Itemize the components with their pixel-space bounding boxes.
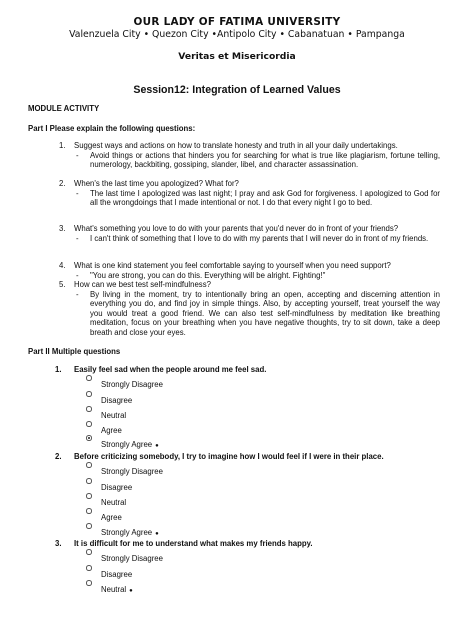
q2-option-agree[interactable] xyxy=(89,513,122,522)
question-text: What is one kind statement you feel comfortable saying to yourself when you need support? xyxy=(74,261,391,270)
radio-button[interactable] xyxy=(86,508,92,514)
selected-marker: ● xyxy=(155,443,159,449)
session-title: Session12: Integration of Learned Values xyxy=(133,84,341,96)
radio-button[interactable] xyxy=(86,391,92,397)
part1-question-5 xyxy=(59,280,440,337)
option-text: Neutral xyxy=(101,585,127,594)
option-label: Neutral xyxy=(101,498,127,507)
dash-bullet: - xyxy=(76,150,79,160)
answer-text: "You are strong, you can do this. Everything will be alright. Fighting!" xyxy=(90,270,326,280)
question-number: 2. xyxy=(59,179,66,188)
answer-text: The last time I apologized was last night; I pray and ask God for forgiveness. I apologized to God for all the wrongdoings that I made intentional or not. I do that every night I go to bed. xyxy=(90,188,440,208)
radio-button[interactable] xyxy=(86,421,92,427)
part1-question-3 xyxy=(59,224,440,243)
dash-bullet: - xyxy=(76,233,79,243)
radio-button[interactable] xyxy=(86,580,92,586)
answer-item xyxy=(74,290,440,337)
question-text: Easily feel sad when the people around me feel sad. xyxy=(74,365,267,374)
answer-item xyxy=(74,151,440,170)
part1-label: Part I Please explain the following questions: xyxy=(28,124,196,133)
option-label xyxy=(101,585,133,594)
part1-question-1 xyxy=(59,141,440,170)
option-label: Disagree xyxy=(101,570,133,579)
part2-question-1 xyxy=(55,365,267,374)
part2-question-2 xyxy=(55,452,384,461)
option-label: Agree xyxy=(101,426,122,435)
option-label: Disagree xyxy=(101,396,133,405)
q2-option-strongly-disagree[interactable] xyxy=(89,467,163,476)
answer-item xyxy=(74,271,440,280)
question-number: 3. xyxy=(59,224,66,233)
question-number: 4. xyxy=(59,261,66,270)
radio-button-checked[interactable] xyxy=(86,435,92,441)
q1-option-disagree[interactable] xyxy=(89,396,133,405)
q1-option-agree[interactable] xyxy=(89,426,122,435)
question-text: How can we best test self-mindfulness? xyxy=(74,280,211,289)
radio-button[interactable] xyxy=(86,406,92,412)
university-header xyxy=(0,16,474,62)
q3-option-neutral[interactable] xyxy=(89,585,133,594)
option-label: Agree xyxy=(101,513,122,522)
question-text: What's something you love to do with your parents that you'd never do in front of your friends? xyxy=(74,224,399,233)
option-label xyxy=(101,440,159,449)
radio-button[interactable] xyxy=(86,478,92,484)
answer-item xyxy=(74,234,440,243)
radio-button[interactable] xyxy=(86,549,92,555)
q2-option-disagree[interactable] xyxy=(89,483,133,492)
option-label xyxy=(101,528,159,537)
q3-option-strongly-disagree[interactable] xyxy=(89,554,163,563)
question-text: When's the last time you apologized? What for? xyxy=(74,179,239,188)
selected-marker: ● xyxy=(155,531,159,537)
option-text: Strongly Agree xyxy=(101,528,153,537)
module-activity-label: MODULE ACTIVITY xyxy=(28,104,100,113)
part1-question-4 xyxy=(59,261,440,280)
question-text: Before criticizing somebody, I try to imagine how I would feel if I were in their place. xyxy=(74,452,384,461)
q1-option-neutral[interactable] xyxy=(89,411,127,420)
radio-button[interactable] xyxy=(86,462,92,468)
answer-text: Avoid things or actions that hinders you for searching for what is true like plagiarism, fortune telling, numerology, backbiting, gossiping, slander, libel, and character assassination. xyxy=(90,150,440,170)
dash-bullet: - xyxy=(76,188,79,198)
university-motto: Veritas et Misericordia xyxy=(178,51,296,62)
q1-option-strongly-agree[interactable] xyxy=(89,440,159,449)
university-name: OUR LADY OF FATIMA UNIVERSITY xyxy=(133,16,341,28)
question-number: 3. xyxy=(55,539,62,548)
radio-button[interactable] xyxy=(86,493,92,499)
selected-marker: ● xyxy=(129,588,133,594)
option-text: Strongly Agree xyxy=(101,440,153,449)
answer-text: By living in the moment, try to intentionally bring an open, accepting and discerning attention in everything you do, and find joy in simple things. Also, by accepting yourself, treat yourself the way you would treat a good friend. We can also test self-mindfulness by meditation like breathing meditation, focus on your breathing when you have negative thoughts, try to sit down, take a deep breath and close your eyes. xyxy=(90,289,440,337)
dash-bullet: - xyxy=(76,289,79,299)
part2-label: Part II Multiple questions xyxy=(28,347,121,356)
option-label: Strongly Disagree xyxy=(101,554,163,563)
dash-bullet: - xyxy=(76,270,79,280)
q2-option-strongly-agree[interactable] xyxy=(89,528,159,537)
option-label: Strongly Disagree xyxy=(101,380,163,389)
part2-question-3 xyxy=(55,539,313,548)
q1-option-strongly-disagree[interactable] xyxy=(89,380,163,389)
part1-question-2 xyxy=(59,179,440,208)
radio-button[interactable] xyxy=(86,565,92,571)
answer-text: I can't think of something that I love to do with my parents that I will never do in front of my friends. xyxy=(90,233,429,243)
question-number: 2. xyxy=(55,452,62,461)
question-number: 1. xyxy=(59,141,66,150)
q2-option-neutral[interactable] xyxy=(89,498,127,507)
question-text: It is difficult for me to understand what makes my friends happy. xyxy=(74,539,313,548)
radio-button[interactable] xyxy=(86,523,92,529)
answer-item xyxy=(74,189,440,208)
question-number: 5. xyxy=(59,280,66,289)
radio-button[interactable] xyxy=(86,375,92,381)
q3-option-disagree[interactable] xyxy=(89,570,133,579)
question-text: Suggest ways and actions on how to translate honesty and truth in all your daily undertakings. xyxy=(74,141,398,150)
option-label: Neutral xyxy=(101,411,127,420)
campus-list: Valenzuela City • Quezon City •Antipolo City • Cabanatuan • Pampanga xyxy=(69,29,405,40)
question-number: 1. xyxy=(55,365,62,374)
option-label: Strongly Disagree xyxy=(101,467,163,476)
option-label: Disagree xyxy=(101,483,133,492)
